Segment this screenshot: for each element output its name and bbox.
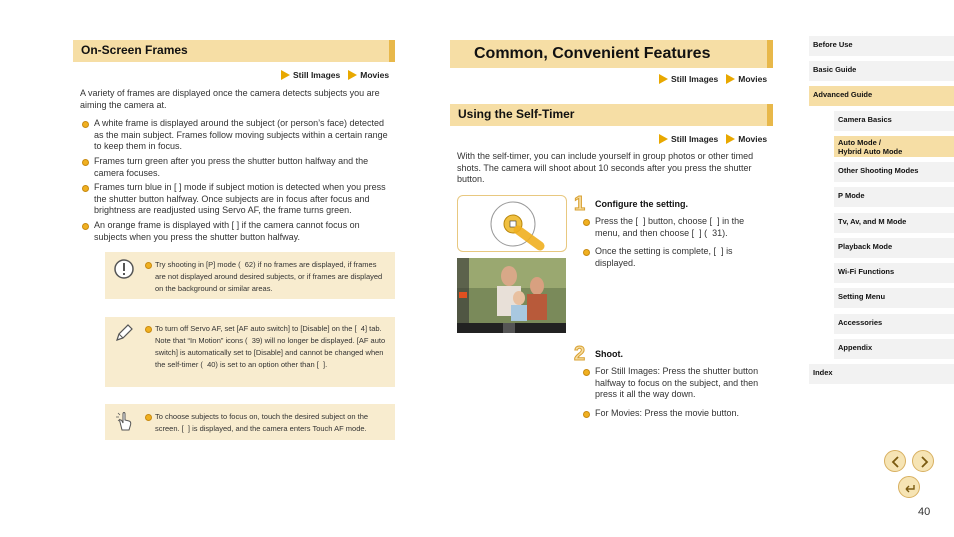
triangle-icon — [659, 134, 668, 144]
tag-still-images: Still Images — [281, 70, 340, 80]
note-pencil — [105, 317, 395, 387]
step-2-bullet-1: For Still Images: Press the shutter button halfway to focus on the subject, and then press it all the way down. — [581, 366, 771, 401]
tag-movies: Movies — [726, 134, 767, 144]
step-2-number: 2 — [574, 343, 586, 365]
right-subsection-title — [450, 104, 773, 126]
nav-before-use[interactable]: Before Use — [809, 36, 954, 56]
left-intro: A variety of frames are displayed once the camera detects subjects you are aiming the camera at. — [80, 88, 380, 110]
left-section-title-text: On-Screen Frames — [81, 43, 188, 57]
tag-movies: Movies — [348, 70, 389, 80]
page-number: 40 — [918, 506, 931, 518]
note-touch — [105, 404, 395, 440]
left-bullet-4: An orange frame is displayed with [ ] if the camera cannot focus on subjects when you press the shutter button halfway. — [80, 220, 392, 243]
family-photo-image — [457, 258, 566, 333]
nav-wifi-functions[interactable]: Wi-Fi Functions — [834, 263, 954, 283]
left-bullet-2: Frames turn green after you press the shutter button halfway and the camera focuses. — [80, 156, 392, 179]
right-tags — [659, 74, 767, 84]
nav-camera-basics[interactable]: Camera Basics — [834, 111, 954, 131]
nav-basic-guide[interactable]: Basic Guide — [809, 61, 954, 81]
nav-playback-mode[interactable]: Playback Mode — [834, 238, 954, 258]
touch-icon — [113, 410, 135, 432]
triangle-icon — [726, 134, 735, 144]
warning-icon — [113, 258, 135, 280]
right-section-title-text: Common, Convenient Features — [474, 45, 711, 62]
nav-accessories[interactable]: Accessories — [834, 314, 954, 334]
triangle-icon — [281, 70, 290, 80]
note-pencil-text: To turn off Servo AF, set [AF auto switch] to [Disable] on the [ 4] tab. Note that “In Motion” icons ( 39) will no longer be displayed. [AF auto switch] is automatically set to [Disable] and cannot be changed when the self-timer ( 40) is set to an option other than [ ]. — [145, 323, 387, 371]
step-2-bullet-2: For Movies: Press the movie button. — [581, 408, 771, 420]
step-2-title: Shoot. — [595, 349, 623, 359]
nav-setting-menu[interactable]: Setting Menu — [834, 288, 954, 308]
left-bullet-1: A white frame is displayed around the subject (or person’s face) detected as the main subject. Frames follow moving subjects within a certain range to keep them in focus. — [80, 118, 392, 153]
next-page-button[interactable] — [912, 450, 934, 472]
arrow-right-icon — [913, 451, 935, 473]
return-icon — [899, 477, 921, 499]
note-touch-text: To choose subjects to focus on, touch the desired subject on the screen. [ ] is displayed, and the camera enters Touch AF mode. — [145, 411, 387, 435]
tag-movies: Movies — [726, 74, 767, 84]
nav-other-shooting-modes[interactable]: Other Shooting Modes — [834, 162, 954, 182]
triangle-icon — [348, 70, 357, 80]
camera-dial-illustration — [457, 195, 567, 252]
nav-advanced-guide[interactable]: Advanced Guide — [809, 86, 954, 106]
nav-auto-mode[interactable]: Auto Mode / Hybrid Auto Mode — [834, 136, 954, 157]
left-bullet-3: Frames turn blue in [ ] mode if subject motion is detected when you press the shutter button halfway. Once subjects are in focus after focus and brightness are readjusted using Servo AF, the frame turns green. — [80, 182, 392, 217]
pencil-icon — [113, 322, 135, 344]
left-section-title — [73, 40, 395, 62]
step-1-bullet-2: Once the setting is complete, [ ] is displayed. — [581, 246, 771, 269]
note-warning — [105, 252, 395, 299]
right-section-title — [450, 40, 773, 68]
nav-appendix[interactable]: Appendix — [834, 339, 954, 359]
right-intro: With the self-timer, you can include yourself in group photos or other timed shots. The camera will shoot about 10 seconds after you press the shutter button. — [457, 151, 754, 184]
nav-tv-av-m-mode[interactable]: Tv, Av, and M Mode — [834, 213, 954, 233]
return-button[interactable] — [898, 476, 920, 498]
step-1-number: 1 — [574, 193, 586, 215]
nav-index[interactable]: Index — [809, 364, 954, 384]
tag-still-images: Still Images — [659, 74, 718, 84]
nav-p-mode[interactable]: P Mode — [834, 187, 954, 207]
right-subtags — [659, 134, 767, 144]
step-1-title: Configure the setting. — [595, 199, 688, 209]
step-1-bullet-1: Press the [ ] button, choose [ ] in the menu, and then choose [ ] ( 31). — [581, 216, 771, 239]
left-tags — [281, 70, 389, 80]
right-subsection-title-text: Using the Self-Timer — [458, 107, 575, 121]
prev-page-button[interactable] — [884, 450, 906, 472]
dial-icon — [458, 196, 566, 251]
tag-still-images: Still Images — [659, 134, 718, 144]
note-warning-text: Try shooting in [P] mode ( 62) if no frames are displayed, if frames are not displayed around desired subjects, or if frames are displayed on the background or similar areas. — [145, 259, 387, 295]
camera-screen-preview — [457, 258, 566, 333]
triangle-icon — [659, 74, 668, 84]
triangle-icon — [726, 74, 735, 84]
arrow-left-icon — [885, 451, 907, 473]
